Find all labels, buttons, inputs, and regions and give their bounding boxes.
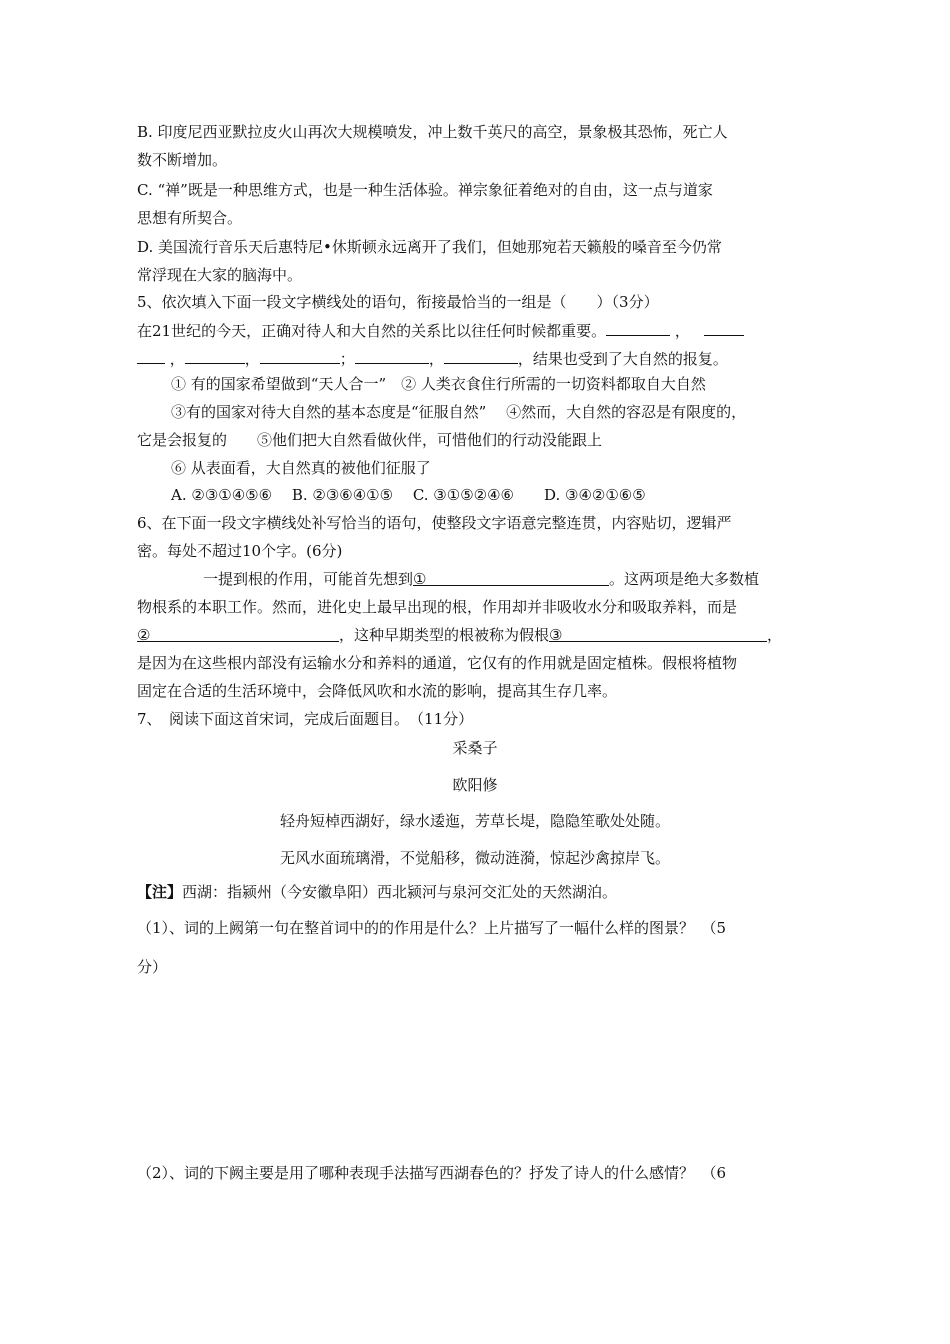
q6-stem-line1: 6、在下面一段文字横线处补写恰当的语句，使整段文字语意完整连贯，内容贴切，逻辑严 <box>137 514 732 532</box>
q5-blank-4 <box>260 348 340 364</box>
poem-line-2: 无风水面琉璃滑，不觉船移，微动涟漪，惊起沙禽掠岸飞。 <box>279 849 670 867</box>
q5-item-1: ① 有的国家希望做到“天人合一” ② 人类衣食住行所需的一切资料都取自大自然 <box>171 375 706 393</box>
q5-paragraph-ending: ，结果也受到了大自然的报复。 <box>517 350 728 368</box>
q7-sub2-line1: （2）、词的下阙主要是用了哪种表现手法描写西湖春色的？抒发了诗人的什么感情？ （6 <box>137 1164 727 1182</box>
q6-passage-text-c: ，这种早期类型的根被称为假根 <box>339 626 550 644</box>
q6-stem-line2: 密。每处不超过10个字。(6分) <box>137 542 343 560</box>
q5-item-3: 它是会报复的 ⑤他们把大自然看做伙伴，可惜他们的行动没能跟上 <box>137 431 603 449</box>
q5-blank-2b <box>137 348 165 364</box>
poem-note-tag: 【注】 <box>137 883 183 901</box>
poem-note-text: 西湖：指颍州（今安徽阜阳）西北颍河与泉河交汇处的天然湖泊。 <box>182 883 618 901</box>
q7-sub1-line2: 分） <box>137 958 168 976</box>
q6-blank-1-marker: ① <box>413 570 427 588</box>
q6-blank-3-marker: ③ <box>549 626 563 644</box>
q6-blank-2-marker: ② <box>137 626 151 644</box>
q6-passage-text-d: ， <box>767 626 783 644</box>
q7-stem: 7、 阅读下面这首宋词，完成后面题目。 （11分） <box>137 710 474 728</box>
q6-passage-line5: 固定在合适的生活环境中，会降低风吹和水流的影响，提高其生存几率。 <box>137 682 618 700</box>
q5-paragraph-line2: ， ， ； ， ，结果也受到了大自然的报复。 <box>137 348 728 369</box>
q4-option-d-line1: D. 美国流行音乐天后惠特尼•休斯顿永远离开了我们，但她那宛若天籁般的嗓音至今仍常 <box>137 238 722 256</box>
q5-blank-2a <box>704 320 744 336</box>
q5-stem: 5、依次填入下面一段文字横线处的语句，衔接最恰当的一组是（ ）（3分） <box>137 293 659 311</box>
q5-blank-6 <box>444 348 518 364</box>
q6-passage-line2: 物根系的本职工作。然而，进化史上最早出现的根，作用却并非吸收水分和吸取养料，而是 <box>137 598 738 616</box>
q5-blank-5 <box>355 348 429 364</box>
q4-option-b-line1: B. 印度尼西亚默拉皮火山再次大规模喷发，冲上数千英尺的高空，景象极其恐怖，死亡人 <box>137 123 728 141</box>
poem-author: 欧阳修 <box>452 776 498 794</box>
q7-sub1-line1: （1）、词的上阙第一句在整首词中的的作用是什么？上片描写了一幅什么样的图景？ （5 <box>137 919 727 937</box>
q6-passage-line3 <box>137 625 782 645</box>
q6-passage-text-a: 一提到根的作用，可能首先想到 <box>203 570 414 588</box>
q5-item-4: ⑥ 从表面看，大自然真的被他们征服了 <box>171 459 431 477</box>
q6-blank-2 <box>137 625 339 642</box>
q5-blank-1 <box>606 320 670 336</box>
q6-passage-text-b: 。这两项是绝大多数植 <box>609 570 760 588</box>
q6-passage-line1 <box>203 569 759 589</box>
q5-choices: A. ②③①④⑤⑥ B. ②③⑥④①⑤ C. ③①⑤②④⑥ D. ③④②①⑥⑤ <box>171 486 646 504</box>
q5-blank-3 <box>185 348 245 364</box>
poem-note <box>137 882 617 902</box>
q6-blank-3 <box>549 625 767 642</box>
q6-passage-line4: 是因为在这些根内部没有运输水分和养料的通道，它仅有的作用就是固定植株。假根将植物 <box>137 654 738 672</box>
q4-option-c-line1: C. “禅”既是一种思维方式，也是一种生活体验。禅宗象征着绝对的自由，这一点与道家 <box>137 181 713 199</box>
poem-title: 采桑子 <box>452 739 498 757</box>
q5-paragraph-text: 在21世纪的今天，正确对待人和大自然的关系比以往任何时候都重要。 <box>137 322 607 340</box>
q4-option-b-line2: 数不断增加。 <box>137 151 228 169</box>
q4-option-c-line2: 思想有所契合。 <box>137 209 243 227</box>
poem-line-1: 轻舟短棹西湖好，绿水逶迤，芳草长堤，隐隐笙歌处处随。 <box>279 812 670 830</box>
q5-paragraph-separator: ， <box>670 322 690 340</box>
q5-paragraph-line1 <box>137 320 744 341</box>
q6-blank-1 <box>413 569 609 586</box>
q4-option-d-line2: 常浮现在大家的脑海中。 <box>137 266 303 284</box>
q5-item-2: ③有的国家对待大自然的基本态度是“征服自然” ④然而，大自然的容忍是有限度的， <box>171 403 747 421</box>
